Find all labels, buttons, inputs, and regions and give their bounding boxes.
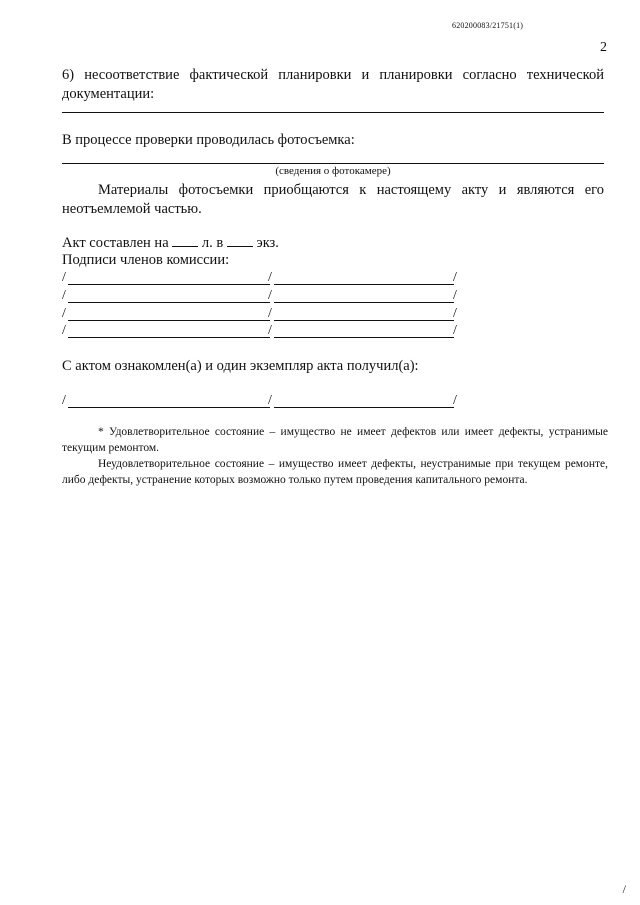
- act-compiled-copies: экз.: [256, 235, 279, 251]
- slash: /: [62, 323, 66, 338]
- sheets-blank: [172, 233, 198, 247]
- photo-materials: Материалы фотосъемки приобщаются к настоящему акту и являются его неотъемлемой частью.: [62, 182, 604, 217]
- signature-line: [68, 284, 270, 285]
- act-compiled-line: [62, 233, 279, 253]
- signature-row: [62, 270, 462, 286]
- slash: /: [62, 288, 66, 303]
- signature-line: [68, 407, 270, 408]
- document-id: 620200083/21751(1): [452, 21, 524, 30]
- name-line: [274, 284, 454, 285]
- slash: /: [62, 393, 66, 408]
- act-compiled-prefix: Акт составлен на: [62, 235, 169, 251]
- slash: /: [268, 323, 272, 338]
- signatures-label: Подписи членов комиссии:: [62, 252, 230, 268]
- slash: /: [268, 306, 272, 321]
- slash: /: [453, 270, 457, 285]
- photo-fill-line: [62, 163, 604, 164]
- name-line: [274, 302, 454, 303]
- signature-line: [68, 320, 270, 321]
- item-6-text: 6) несоответствие фактической планировки и планировки согласно технической документации:: [62, 67, 604, 102]
- slash: /: [62, 270, 66, 285]
- slash: /: [453, 323, 457, 338]
- name-line: [274, 320, 454, 321]
- acquainted-label: С актом ознакомлен(а) и один экземпляр акта получил(а):: [62, 358, 419, 374]
- photo-caption: (сведения о фотокамере): [275, 165, 391, 177]
- signature-row: [62, 323, 462, 339]
- signature-line: [68, 302, 270, 303]
- signature-row: [62, 288, 462, 304]
- footnote-satisfactory: * Удовлетворительное состояние – имущество не имеет дефектов или имеет дефекты, устранимые текущим ремонтом.: [62, 426, 608, 454]
- name-line: [274, 407, 454, 408]
- footnote-unsatisfactory: Неудовлетворительное состояние – имущество имеет дефекты, неустранимые при текущем ремонте, либо дефекты, устранение которых возможно только путем проведения капитального ремонта.: [62, 458, 608, 486]
- page-number: 2: [600, 40, 607, 55]
- name-line: [274, 337, 454, 338]
- slash: /: [268, 393, 272, 408]
- slash: /: [268, 288, 272, 303]
- slash: /: [453, 288, 457, 303]
- slash: /: [268, 270, 272, 285]
- signature-row: [62, 306, 462, 322]
- acquainted-signature-row: [62, 393, 462, 409]
- slash: /: [62, 306, 66, 321]
- item-6-fill-line: [62, 112, 604, 113]
- copies-blank: [227, 233, 253, 247]
- photo-intro: В процессе проверки проводилась фотосъемка:: [62, 132, 355, 148]
- act-compiled-sheets: л. в: [201, 235, 224, 251]
- corner-mark: /: [622, 882, 626, 896]
- slash: /: [453, 306, 457, 321]
- signature-line: [68, 337, 270, 338]
- slash: /: [453, 393, 457, 408]
